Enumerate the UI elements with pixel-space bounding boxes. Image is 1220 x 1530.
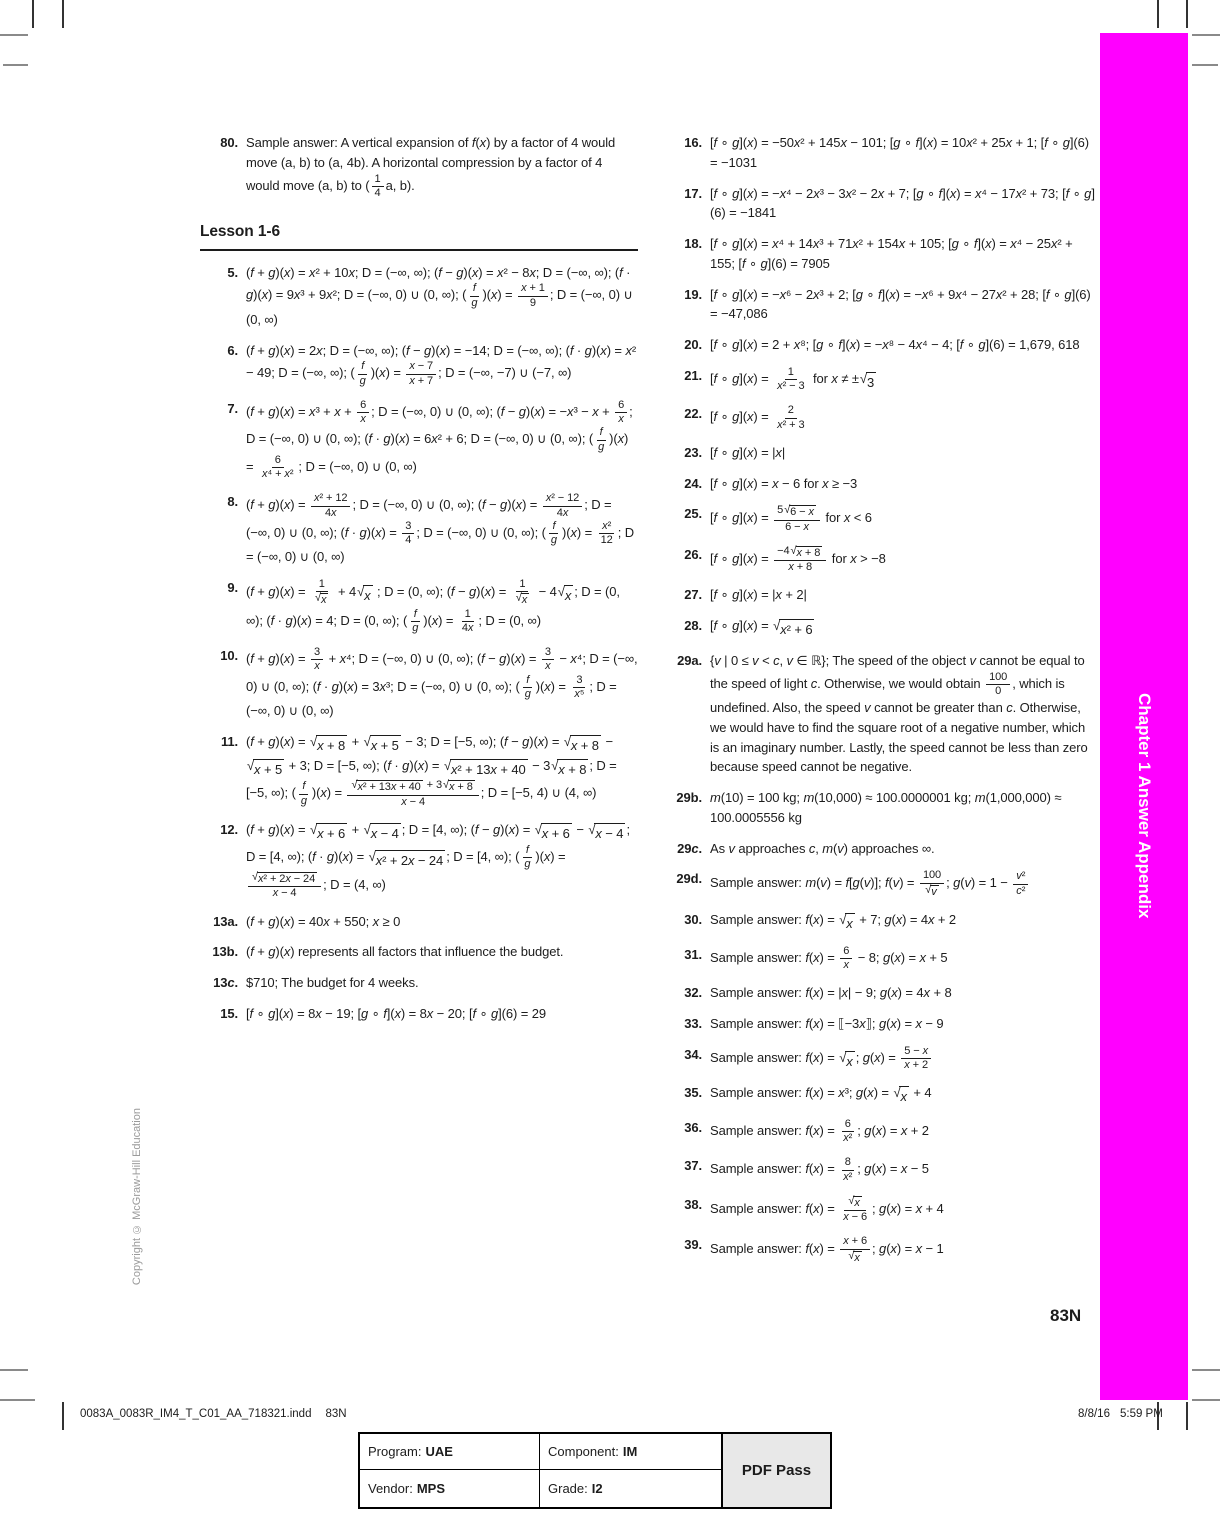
answer-text: (f + g)(x) = 1 √ x + 4 √ x ; D = (0, ∞); (f − g)(x) = 1 √ x − 4 √ x ; D = (0, ∞); (f · g)(x) = 4; D = (0, ∞); ( $\frac{f}{g}$ )(x) = $\frac{1}{4x}$ ; D = (0, ∞) [246,578,620,634]
answer-item [664,1014,1096,1034]
crop-mark [62,0,64,28]
job-table [358,1432,832,1509]
answer-text: [f ∘ g](x) = $\frac{2}{\text{x² + 3}}$ [710,404,805,431]
chapter-sidebar-label: Chapter 1 Answer Appendix [1135,693,1154,919]
answer-item [200,912,638,932]
answer-text: [f ∘ g](x) = −x⁶ − 2x³ + 2; [g ∘ f](x) = −x⁶ + 9x⁴ − 27x² + 28; [f ∘ g](6) = −47,086 [710,286,1091,322]
answer-item [664,616,1096,640]
answer-item [664,133,1096,173]
answer-text: Sample answer: f(x) = x³; g(x) = √ x + 4 [710,1083,1096,1107]
answer-number: 7. [227,400,238,416]
component-label: Component: [548,1444,619,1459]
crop-mark [3,64,28,66]
answer-text: {v | 0 ≤ v < c, v ∈ ℝ}; The speed of the object v cannot be equal to the speed of light c. Otherwise, we would obtain $\frac{100}{0}$ , which is undefined. Also, the speed v cannot be greater than c. Otherwise, we would have to find the square root of a negative number, which is an imaginary number. Lastly, the speed cannot be less than zero because speed cannot be negative. [710,652,1088,775]
answer-text: Sample answer: A vertical expansion of f(x) by a factor of 4 would move (a, b) to (a, 4b). A horizontal compression by a factor of 4 would move (a, b) to ( $\frac{1}{4}$ a, b). [246,135,616,199]
answer-number: 28. [684,618,702,633]
crop-mark [1186,0,1188,28]
answer-text: (f + g)(x) = √ x + 6 + √ x − 4 ; D = [4, ∞); (f − g)(x) = √ x + 6 − √ x − 4 ; D = [4, ∞); (f · g)(x) = √ x² + 2x − 24 ; D = [4, ∞); ( $\frac{f}{g}$ )(x) = √ x² + 2x − 24 x − 4 ; D = (4, ∞) [246,821,630,900]
answer-text: [f ∘ g](x) = |x| [710,444,786,460]
answer-item [664,234,1096,274]
print-slug-datetime [1078,1408,1163,1420]
print-slug-file [80,1408,347,1420]
crop-mark [1186,1402,1188,1430]
crop-mark [0,34,28,36]
answer-text: Sample answer: f(x) = |x| − 9; g(x) = 4x + 8 [710,985,952,1000]
page-number: 83N [1050,1306,1082,1325]
answer-number: 10. [220,648,238,664]
answer-number: 29d. [676,871,702,887]
answer-item [200,133,638,200]
answer-text: [f ∘ g](x) = 5 √ 6 − x 6 − x for x < 6 [710,504,872,533]
answer-item [664,404,1096,432]
answer-number: 13c. [213,975,238,991]
grade-label: Grade: [548,1481,588,1496]
file-page: 83N [325,1408,347,1420]
job-grade-cell [540,1470,722,1507]
answer-text: [f ∘ g](x) = $\frac{1}{\text{x² − 3}}$ for x ≠ ± √ 3 [710,365,875,392]
answer-number: 26. [684,546,702,562]
answer-text: [f ∘ g](x) = −50x² + 145x − 101; [g ∘ f](x) = 10x² + 25x + 1; [f ∘ g](6) = −1031 [710,135,1090,170]
answer-item [200,492,638,567]
answer-number: 30. [684,911,702,927]
answer-number: 37. [684,1158,702,1174]
chapter-sidebar [1100,33,1188,1400]
answer-text: (f + g)(x) = √ x + 8 + √ x + 5 − 3; D = [−5, ∞); (f − g)(x) = √ x + 8 − √ x + 5 + 3; D = [−5, ∞); (f · g)(x) = √ x² + 13x + 40 − 3 √ x + 8 ; D = [−5, ∞); ( $\frac{f}{g}$ )(x) = √ x² + 13x + 40 + 3 √ x + 8 x − 4 ; D = [−5, 4) ∪ (4, ∞) [246,733,617,808]
answer-text: (f + g)(x) represents all factors that influence the budget. [246,944,564,960]
answer-item [200,732,638,809]
answer-number: 38. [684,1196,702,1212]
answer-item [664,1045,1096,1073]
job-vendor-cell [360,1470,540,1507]
answer-item [200,820,638,901]
answer-number: 13b. [212,944,238,960]
answer-text: [f ∘ g](x) = x⁴ + 14x³ + 71x² + 154x + 105; [g ∘ f](x) = x⁴ − 25x² + 155; [f ∘ g](6) = 7905 [710,236,1073,271]
answer-number: 17. [684,185,702,201]
answer-text: [f ∘ g](x) = √ x² + 6 [710,616,1096,640]
answer-text: Sample answer: f(x) = $\frac{6}{x}$ − 8; g(x) = x + 5 [710,944,948,971]
answer-number: 18. [684,236,702,251]
answer-item [200,578,638,635]
answer-item [664,651,1096,777]
answer-number: 15. [220,1005,238,1021]
answer-text: [f ∘ g](x) = |x + 2| [710,587,807,603]
answer-number: 8. [227,494,238,510]
answer-item [200,646,638,721]
crop-mark [1192,1369,1220,1371]
answer-number: 11. [220,733,238,749]
component-value: IM [622,1444,638,1459]
crop-mark [0,1399,35,1401]
print-date: 8/8/16 [1078,1408,1110,1420]
answer-item [664,1156,1096,1184]
answer-number: 22. [684,406,702,422]
answer-number: 39. [684,1237,702,1253]
answer-text: Sample answer: f(x) = √ x ; g(x) = $\frac{5 - x}{x + 2}$ [710,1045,1096,1073]
answer-text: Sample answer: f(x) = x + 6 √ x ; g(x) = x − 1 [710,1235,944,1264]
answer-item [200,263,638,330]
answer-item [200,1004,638,1024]
answer-item [664,474,1096,494]
file-name: 0083A_0083R_IM4_T_C01_AA_718321.indd [80,1408,312,1420]
answer-text: Sample answer: f(x) = √ x x − 6 ; g(x) = x + 4 [710,1194,944,1223]
answer-item [664,1195,1096,1225]
program-value: UAE [425,1444,453,1459]
print-time: 5:59 PM [1119,1408,1163,1420]
answer-text: [f ∘ g](x) = −x⁴ − 2x³ − 3x² − 2x + 7; [g ∘ f](x) = x⁴ − 17x² + 73; [f ∘ g](6) = −1841 [710,185,1095,221]
answer-text: (f + g)(x) = $\frac{\text{x² + 12}}{4x}$ ; D = (−∞, 0) ∪ (0, ∞); (f − g)(x) = $\frac{\text{x² − 12}}{4x}$ ; D = (−∞, 0) ∪ (0, ∞); (f · g)(x) = $\frac{3}{4}$ ; D = (−∞, 0) ∪ (0, ∞); ( $\frac{f}{g}$ )(x) = $\frac{\text{x²}}{12}$ ; D = (−∞, 0) ∪ (0, ∞) [246,492,634,565]
answer-item [664,910,1096,934]
answer-number: 25. [684,506,702,522]
answer-text: (f + g)(x) = $\frac{3}{x}$ + x⁴; D = (−∞, 0) ∪ (0, ∞); (f − g)(x) = $\frac{3}{x}$ − x⁴; D = (−∞, 0) ∪ (0, ∞); (f · g)(x) = 3x³; D = (−∞, 0) ∪ (0, ∞); ( $\frac{f}{g}$ )(x) = $\frac{3}{\text{x⁵}}$ ; D = (−∞, 0) ∪ (0, ∞) [246,646,638,719]
grade-value: I2 [591,1481,603,1496]
answer-number: 5. [227,264,238,280]
answer-item [664,1083,1096,1107]
job-program-cell [360,1434,540,1470]
answer-number: 21. [684,367,702,383]
answer-number: 34. [684,1046,702,1062]
answer-item [664,285,1096,325]
crop-mark [62,1402,64,1430]
answer-text: Sample answer: f(x) = $\frac{8}{\text{x²}}$ ; g(x) = x − 5 [710,1156,929,1183]
answer-number: 29b. [676,790,702,805]
lesson-items-continued [664,133,1096,1265]
answer-number: 35. [684,1085,702,1100]
answer-item [664,504,1096,534]
crop-mark [1192,1399,1220,1401]
crop-mark [1192,34,1220,36]
vendor-label: Vendor: [368,1481,413,1496]
right-column [664,133,1096,1276]
answer-item [664,335,1096,355]
answer-number: 29c. [677,840,702,856]
answer-item [664,184,1096,224]
pdf-pass-stamp: PDF Pass [722,1434,830,1507]
answer-text: Sample answer: f(x) = $\frac{6}{\text{x²}}$ ; g(x) = x + 2 [710,1117,929,1144]
answer-number: 24. [684,475,702,491]
answer-item [664,788,1096,828]
answer-text: [f ∘ g](x) = x − 6 for x ≥ −3 [710,475,858,491]
answer-number: 32. [684,985,702,1000]
answer-number: 27. [684,587,702,603]
crop-mark [32,0,34,28]
answer-number: 16. [684,135,702,150]
lesson-heading: Lesson 1-6 [200,220,638,251]
answer-item [664,366,1096,394]
answer-text: As v approaches c, m(v) approaches ∞. [710,840,935,856]
answer-item [664,545,1096,575]
answer-number: 36. [684,1119,702,1135]
answer-text: [f ∘ g](x) = 2 + x⁸; [g ∘ f](x) = −x⁸ − 4x⁴ − 4; [f ∘ g](6) = 1,679, 618 [710,337,1080,352]
answer-text: (f + g)(x) = 40x + 550; x ≥ 0 [246,913,401,929]
answer-text: $710; The budget for 4 weeks. [246,975,419,991]
answer-number: 20. [684,337,702,352]
answer-number: 31. [684,946,702,962]
answer-item [664,1235,1096,1265]
job-component-cell [540,1434,722,1470]
answer-item [664,945,1096,973]
answer-text: (f + g)(x) = x² + 10x; D = (−∞, ∞); (f − g)(x) = x² − 8x; D = (−∞, ∞); (f · g)(x) = 9x³ + 9x²; D = (−∞, 0) ∪ (0, ∞); ( $\frac{f}{g}$ )(x) = $\frac{x + 1}{9}$ ; D = (−∞, 0) ∪ (0, ∞) [246,264,633,327]
answer-number: 6. [227,342,238,358]
answer-text: [f ∘ g](x) = 8x − 19; [g ∘ f](x) = 8x − 20; [f ∘ g](6) = 29 [246,1005,547,1021]
answer-text: (f + g)(x) = 2x; D = (−∞, ∞); (f − g)(x) = −14; D = (−∞, ∞); (f · g)(x) = x² − 49; D = (−∞, ∞); ( $\frac{f}{g}$ )(x) = $\frac{x - 7}{x + 7}$ ; D = (−∞, −7) ∪ (−7, ∞) [246,342,637,387]
answer-item [200,942,638,962]
answer-number: 23. [684,444,702,460]
answer-number: 33. [684,1015,702,1031]
copyright-notice: Copyright © McGraw-Hill Education [131,1108,143,1286]
intro-items [200,133,638,200]
answer-item [664,983,1096,1003]
crop-mark [1157,0,1159,28]
crop-mark [0,1369,28,1371]
answer-text: Sample answer: f(x) = ⟦−3x⟧; g(x) = x − 9 [710,1015,944,1031]
answer-number: 29a. [677,652,702,668]
answer-text: Sample answer: m(v) = f[g(v)]; f(v) = 100 √ v ; g(v) = 1 − $\frac{\text{v²}}{\text{c²}}$ [710,869,1096,899]
answer-number: 19. [684,286,702,302]
answer-item [200,973,638,993]
answer-item [664,869,1096,899]
answer-item [200,341,638,388]
answer-item [664,585,1096,605]
crop-mark [1192,64,1218,66]
left-column [200,133,638,1035]
answer-text: m(10) = 100 kg; m(10,000) ≈ 100.0000001 kg; m(1,000,000) ≈ 100.0005556 kg [710,790,1062,825]
answer-item [664,443,1096,463]
answer-item [664,839,1096,859]
answer-number: 13a. [213,913,238,929]
answer-number: 9. [227,580,238,596]
answer-number: 80. [220,135,238,150]
answer-text: [f ∘ g](x) = −4 √ x + 8 x + 8 for x > −8 [710,544,886,573]
program-label: Program: [368,1444,422,1459]
answer-text: Sample answer: f(x) = √ x + 7; g(x) = 4x + 2 [710,910,1096,934]
vendor-value: MPS [416,1481,445,1496]
answer-item [200,399,638,482]
answer-text: (f + g)(x) = x³ + x + $\frac{6}{x}$ ; D = (−∞, 0) ∪ (0, ∞); (f − g)(x) = −x³ − x + $\frac{6}{x}$ ; D = (−∞, 0) ∪ (0, ∞); (f · g)(x) = 6x² + 6; D = (−∞, 0) ∪ (0, ∞); ( $\frac{f}{g}$ )(x) = $\frac{6}{\text{x⁴ + x²}}$ ; D = (−∞, 0) ∪ (0, ∞) [246,398,633,481]
answer-item [664,1118,1096,1146]
answer-number: 12. [220,821,238,837]
lesson-items [200,263,638,1024]
